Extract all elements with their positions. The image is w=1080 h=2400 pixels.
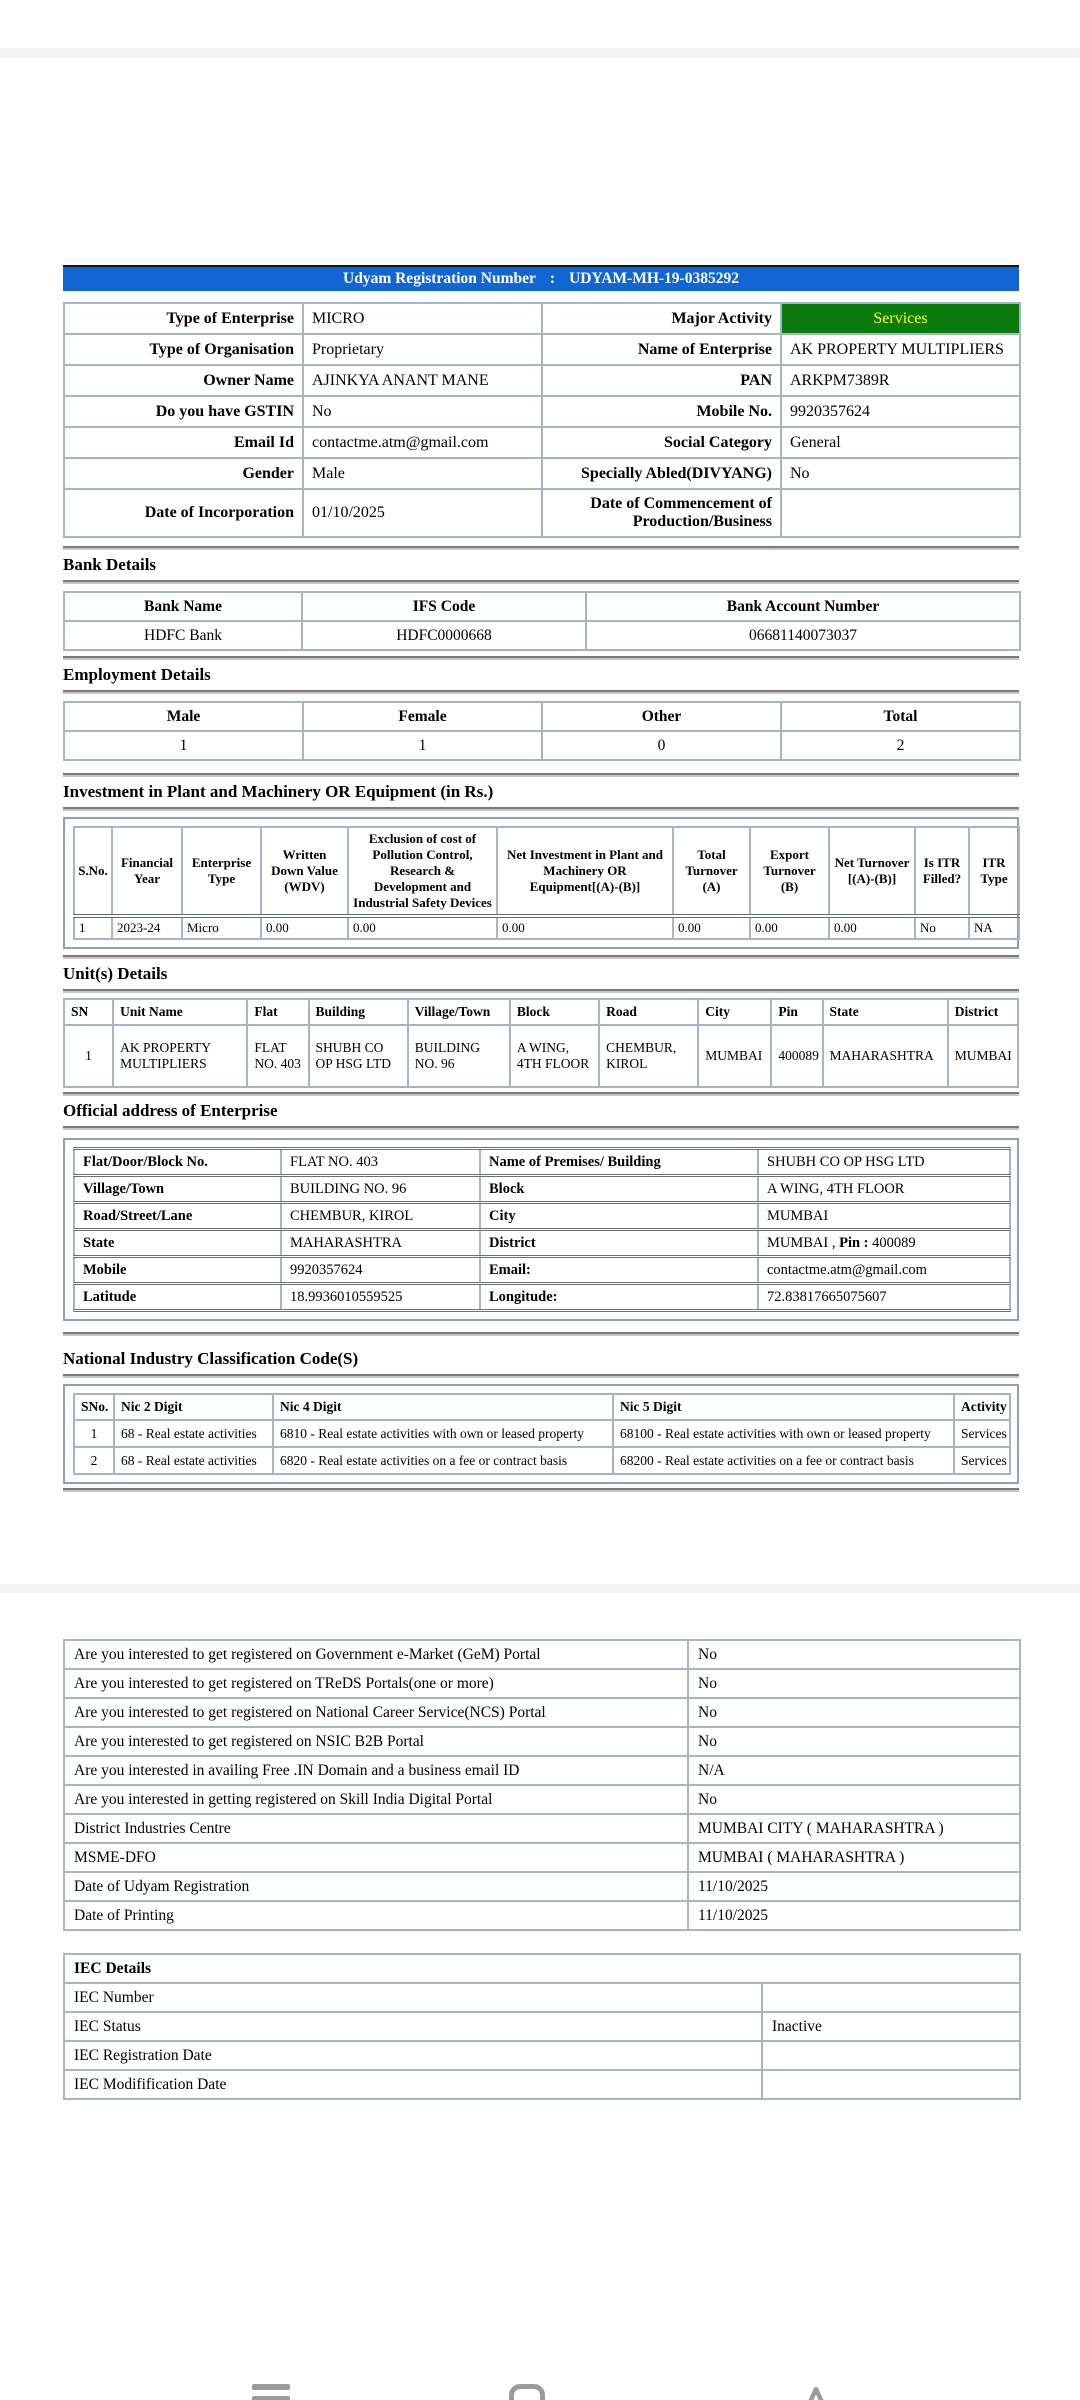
header-cell: SN: [64, 999, 113, 1025]
value-cell: [762, 1983, 1020, 2012]
label-cell: Block: [480, 1176, 758, 1203]
divider: [63, 1126, 1019, 1130]
data-cell: Services: [954, 1420, 1010, 1447]
pin-value: 400089: [872, 1234, 916, 1251]
value-cell: General: [781, 427, 1020, 458]
label-cell: Date of Incorporation: [64, 489, 303, 537]
question-cell: MSME-DFO: [64, 1843, 688, 1872]
label-cell: Flat/Door/Block No.: [74, 1149, 281, 1176]
label-cell: Mobile No.: [542, 396, 781, 427]
divider: [63, 1092, 1019, 1096]
header-cell: SNo.: [74, 1394, 114, 1420]
label-cell: Email Id: [64, 427, 303, 458]
section-title-address: Official address of Enterprise: [63, 1101, 278, 1120]
data-cell: CHEMBUR, KIROL: [599, 1025, 698, 1087]
value-cell: SHUBH CO OP HSG LTD: [758, 1149, 1010, 1176]
data-cell: BUILDING NO. 96: [408, 1025, 510, 1087]
iec-title-cell: IEC Details: [64, 1954, 1020, 1983]
section-title-units: Unit(s) Details: [63, 964, 168, 983]
table-row: [74, 1420, 1010, 1447]
answer-cell: No: [688, 1669, 1020, 1698]
label-cell: Longitude:: [480, 1284, 758, 1311]
header-cell: Village/Town: [408, 999, 510, 1025]
label-cell: District: [480, 1230, 758, 1257]
answer-cell: No: [688, 1727, 1020, 1756]
value-cell: A WING, 4TH FLOOR: [758, 1176, 1010, 1203]
label-cell: Owner Name: [64, 365, 303, 396]
table-row: [64, 1640, 1020, 1669]
question-cell: Are you interested in availing Free .IN Domain and a business email ID: [64, 1756, 688, 1785]
label-cell: Major Activity: [542, 303, 781, 334]
table-row: [64, 1901, 1020, 1930]
data-cell: 0: [542, 731, 781, 760]
data-cell: Micro: [182, 916, 261, 939]
data-cell: 1: [64, 731, 303, 760]
header-cell: Road: [599, 999, 698, 1025]
header-cell: City: [698, 999, 771, 1025]
question-cell: Are you interested to get registered on Government e-Market (GeM) Portal: [64, 1640, 688, 1669]
section-title-nic: National Industry Classification Code(S): [63, 1349, 359, 1368]
label-cell: Gender: [64, 458, 303, 489]
label-cell: IEC Status: [64, 2012, 762, 2041]
udyam-header-bar: [63, 265, 1019, 291]
answer-cell: 11/10/2025: [688, 1901, 1020, 1930]
pin-label: Pin :: [839, 1234, 873, 1251]
data-cell: 0.00: [750, 916, 829, 939]
table-row: [64, 458, 1020, 489]
table-row: [64, 334, 1020, 365]
data-cell: 06681140073037: [586, 621, 1020, 650]
header-cell: Total: [781, 702, 1020, 731]
divider: [63, 546, 1019, 550]
data-cell: HDFC Bank: [64, 621, 302, 650]
header-cell: Exclusion of cost of Pollution Control, Research & Development and Industrial Safety Devices: [348, 827, 497, 916]
enterprise-table: [63, 302, 1021, 538]
header-cell: Bank Name: [64, 592, 302, 621]
header-cell: Pin: [771, 999, 822, 1025]
label-cell: Mobile: [74, 1257, 281, 1284]
value-cell: No: [781, 458, 1020, 489]
address-table: [73, 1147, 1011, 1312]
table-row: [64, 1669, 1020, 1698]
value-cell: 01/10/2025: [303, 489, 542, 537]
table-row: [74, 827, 1019, 916]
header-cell: Is ITR Filled?: [915, 827, 969, 916]
value-cell: Inactive: [762, 2012, 1020, 2041]
data-cell: 6810 - Real estate activities with own or leased property: [273, 1420, 613, 1447]
header-cell: Enterprise Type: [182, 827, 261, 916]
nic-table-box: [63, 1384, 1019, 1484]
android-navbar: [0, 2384, 1080, 2400]
table-row: [64, 1954, 1020, 1983]
table-row: [64, 999, 1018, 1025]
certificate-page: [63, 0, 1019, 2100]
table-row: [64, 396, 1020, 427]
header-cell: Nic 2 Digit: [114, 1394, 273, 1420]
data-cell: No: [915, 916, 969, 939]
label-cell: IEC Modifification Date: [64, 2070, 762, 2099]
value-cell: ARKPM7389R: [781, 365, 1020, 396]
header-cell: Nic 5 Digit: [613, 1394, 954, 1420]
header-cell: Bank Account Number: [586, 592, 1020, 621]
label-cell: Type of Organisation: [64, 334, 303, 365]
label-cell: City: [480, 1203, 758, 1230]
data-cell: MUMBAI: [948, 1025, 1018, 1087]
udyam-header-value: UDYAM-MH-19-0385292: [569, 270, 739, 287]
data-cell: 68200 - Real estate activities on a fee or contract basis: [613, 1447, 954, 1474]
table-row: [64, 489, 1020, 537]
header-cell: District: [948, 999, 1018, 1025]
answer-cell: N/A: [688, 1756, 1020, 1785]
data-cell: 2: [74, 1447, 114, 1474]
district-pin-cell: [758, 1230, 1010, 1257]
table-row: [64, 1785, 1020, 1814]
data-cell: 2: [781, 731, 1020, 760]
table-row: [74, 1447, 1010, 1474]
section-title-bank: Bank Details: [63, 555, 157, 574]
data-cell: 0.00: [348, 916, 497, 939]
table-row: [74, 916, 1019, 939]
answer-cell: No: [688, 1698, 1020, 1727]
udyam-header-separator: :: [549, 270, 556, 287]
table-row: [74, 1176, 1010, 1203]
answer-cell: No: [688, 1785, 1020, 1814]
units-table: [63, 998, 1019, 1088]
value-cell: 9920357624: [781, 396, 1020, 427]
answer-cell: No: [688, 1640, 1020, 1669]
data-cell: AK PROPERTY MULTIPLIERS: [113, 1025, 247, 1087]
table-row: [74, 1394, 1010, 1420]
header-cell: Export Turnover (B): [750, 827, 829, 916]
label-cell: IEC Number: [64, 1983, 762, 2012]
table-row: [64, 1843, 1020, 1872]
employment-table: [63, 701, 1021, 761]
divider: [63, 690, 1019, 694]
header-cell: IFS Code: [302, 592, 586, 621]
table-row: [64, 2070, 1020, 2099]
header-cell: Building: [309, 999, 408, 1025]
value-cell: MAHARASHTRA: [281, 1230, 480, 1257]
table-row: [64, 1727, 1020, 1756]
value-cell: MICRO: [303, 303, 542, 334]
iec-table: [63, 1953, 1021, 2100]
question-cell: Date of Udyam Registration: [64, 1872, 688, 1901]
udyam-header-label: Udyam Registration Number: [343, 270, 536, 287]
data-cell: 6820 - Real estate activities on a fee or contract basis: [273, 1447, 613, 1474]
table-row: [64, 1983, 1020, 2012]
table-row: [64, 1025, 1018, 1087]
data-cell: 0.00: [673, 916, 750, 939]
section-title-employment: Employment Details: [63, 665, 211, 684]
divider: [63, 989, 1019, 993]
table-row: [64, 2012, 1020, 2041]
value-cell: MUMBAI: [758, 1203, 1010, 1230]
header-cell: Block: [510, 999, 599, 1025]
question-cell: Date of Printing: [64, 1901, 688, 1930]
table-row: [74, 1203, 1010, 1230]
value-cell: contactme.atm@gmail.com: [303, 427, 542, 458]
table-row: [64, 702, 1020, 731]
value-cell: Male: [303, 458, 542, 489]
header-cell: Total Turnover (A): [673, 827, 750, 916]
nic-table: [73, 1393, 1011, 1475]
header-cell: Male: [64, 702, 303, 731]
address-table-box: [63, 1138, 1019, 1321]
table-row: [64, 427, 1020, 458]
header-cell: Net Investment in Plant and Machinery OR Equipment[(A)-(B)]: [497, 827, 673, 916]
value-cell: AK PROPERTY MULTIPLIERS: [781, 334, 1020, 365]
menu-icon[interactable]: [252, 2384, 290, 2400]
header-cell: Female: [303, 702, 542, 731]
bank-table: [63, 591, 1021, 651]
label-cell: Do you have GSTIN: [64, 396, 303, 427]
label-cell: Type of Enterprise: [64, 303, 303, 334]
answer-cell: 11/10/2025: [688, 1872, 1020, 1901]
header-cell: Other: [542, 702, 781, 731]
section-title-investment: Investment in Plant and Machinery OR Equipment (in Rs.): [63, 782, 494, 801]
data-cell: 1: [303, 731, 542, 760]
label-cell: PAN: [542, 365, 781, 396]
label-cell: Name of Enterprise: [542, 334, 781, 365]
question-cell: Are you interested in getting registered on Skill India Digital Portal: [64, 1785, 688, 1814]
data-cell: 400089: [771, 1025, 822, 1087]
divider: [63, 807, 1019, 811]
table-row: [64, 1698, 1020, 1727]
value-cell: 9920357624: [281, 1257, 480, 1284]
label-cell: Latitude: [74, 1284, 281, 1311]
divider: [63, 1488, 1019, 1492]
label-cell: Name of Premises/ Building: [480, 1149, 758, 1176]
data-cell: 68 - Real estate activities: [114, 1420, 273, 1447]
label-cell: Email:: [480, 1257, 758, 1284]
data-cell: 1: [74, 1420, 114, 1447]
major-activity-value: Services: [781, 303, 1020, 334]
label-cell: State: [74, 1230, 281, 1257]
data-cell: FLAT NO. 403: [247, 1025, 308, 1087]
investment-table-box: [63, 817, 1019, 949]
investment-table: [73, 826, 1020, 940]
label-cell: Social Category: [542, 427, 781, 458]
data-cell: HDFC0000668: [302, 621, 586, 650]
divider: [63, 580, 1019, 584]
value-cell: 72.83817665075607: [758, 1284, 1010, 1311]
header-cell: Written Down Value (WDV): [261, 827, 348, 916]
data-cell: NA: [969, 916, 1019, 939]
label-cell: Road/Street/Lane: [74, 1203, 281, 1230]
table-row: [64, 1872, 1020, 1901]
data-cell: 0.00: [829, 916, 915, 939]
divider: [63, 773, 1019, 777]
table-row: [64, 365, 1020, 396]
questions-table: [63, 1639, 1021, 1931]
table-row: [64, 592, 1020, 621]
table-row: [74, 1284, 1010, 1311]
question-cell: District Industries Centre: [64, 1814, 688, 1843]
question-cell: Are you interested to get registered on National Career Service(NCS) Portal: [64, 1698, 688, 1727]
data-cell: 68 - Real estate activities: [114, 1447, 273, 1474]
value-cell: Proprietary: [303, 334, 542, 365]
data-cell: 68100 - Real estate activities with own or leased property: [613, 1420, 954, 1447]
value-cell: BUILDING NO. 96: [281, 1176, 480, 1203]
value-cell: FLAT NO. 403: [281, 1149, 480, 1176]
table-row: [64, 2041, 1020, 2070]
data-cell: 1: [64, 1025, 113, 1087]
value-cell: [762, 2041, 1020, 2070]
header-cell: Net Turnover [(A)-(B)]: [829, 827, 915, 916]
label-cell: Date of Commencement of Production/Business: [542, 489, 781, 537]
value-cell: CHEMBUR, KIROL: [281, 1203, 480, 1230]
value-cell: [762, 2070, 1020, 2099]
value-cell: AJINKYA ANANT MANE: [303, 365, 542, 396]
header-cell: ITR Type: [969, 827, 1019, 916]
data-cell: 2023-24: [112, 916, 182, 939]
answer-cell: MUMBAI CITY ( MAHARASHTRA ): [688, 1814, 1020, 1843]
header-cell: Activity: [954, 1394, 1010, 1420]
data-cell: A WING, 4TH FLOOR: [510, 1025, 599, 1087]
answer-cell: MUMBAI ( MAHARASHTRA ): [688, 1843, 1020, 1872]
value-cell: No: [303, 396, 542, 427]
question-cell: Are you interested to get registered on TReDS Portals(one or more): [64, 1669, 688, 1698]
label-cell: IEC Registration Date: [64, 2041, 762, 2070]
header-cell: State: [823, 999, 948, 1025]
data-cell: SHUBH CO OP HSG LTD: [309, 1025, 408, 1087]
table-row: [74, 1149, 1010, 1176]
label-cell: Specially Abled(DIVYANG): [542, 458, 781, 489]
table-row: [64, 621, 1020, 650]
district-value: MUMBAI ,: [767, 1234, 840, 1251]
data-cell: 1: [74, 916, 112, 939]
table-row: [64, 303, 1020, 334]
data-cell: 0.00: [261, 916, 348, 939]
divider: [63, 656, 1019, 660]
divider: [63, 1332, 1019, 1336]
header-cell: Nic 4 Digit: [273, 1394, 613, 1420]
table-row: [64, 1756, 1020, 1785]
divider: [63, 955, 1019, 959]
value-cell: 18.9936010559525: [281, 1284, 480, 1311]
data-cell: MAHARASHTRA: [823, 1025, 948, 1087]
data-cell: Services: [954, 1447, 1010, 1474]
header-cell: S.No.: [74, 827, 112, 916]
value-cell: contactme.atm@gmail.com: [758, 1257, 1010, 1284]
tabs-icon[interactable]: [509, 2384, 545, 2400]
header-cell: Unit Name: [113, 999, 247, 1025]
back-icon[interactable]: [797, 2384, 835, 2400]
header-cell: Flat: [247, 999, 308, 1025]
table-row: [64, 1814, 1020, 1843]
data-cell: MUMBAI: [698, 1025, 771, 1087]
header-cell: Financial Year: [112, 827, 182, 916]
question-cell: Are you interested to get registered on NSIC B2B Portal: [64, 1727, 688, 1756]
data-cell: 0.00: [497, 916, 673, 939]
table-row: [74, 1230, 1010, 1257]
table-row: [64, 731, 1020, 760]
table-row: [74, 1257, 1010, 1284]
value-cell: [781, 489, 1020, 537]
label-cell: Village/Town: [74, 1176, 281, 1203]
divider: [63, 1374, 1019, 1378]
